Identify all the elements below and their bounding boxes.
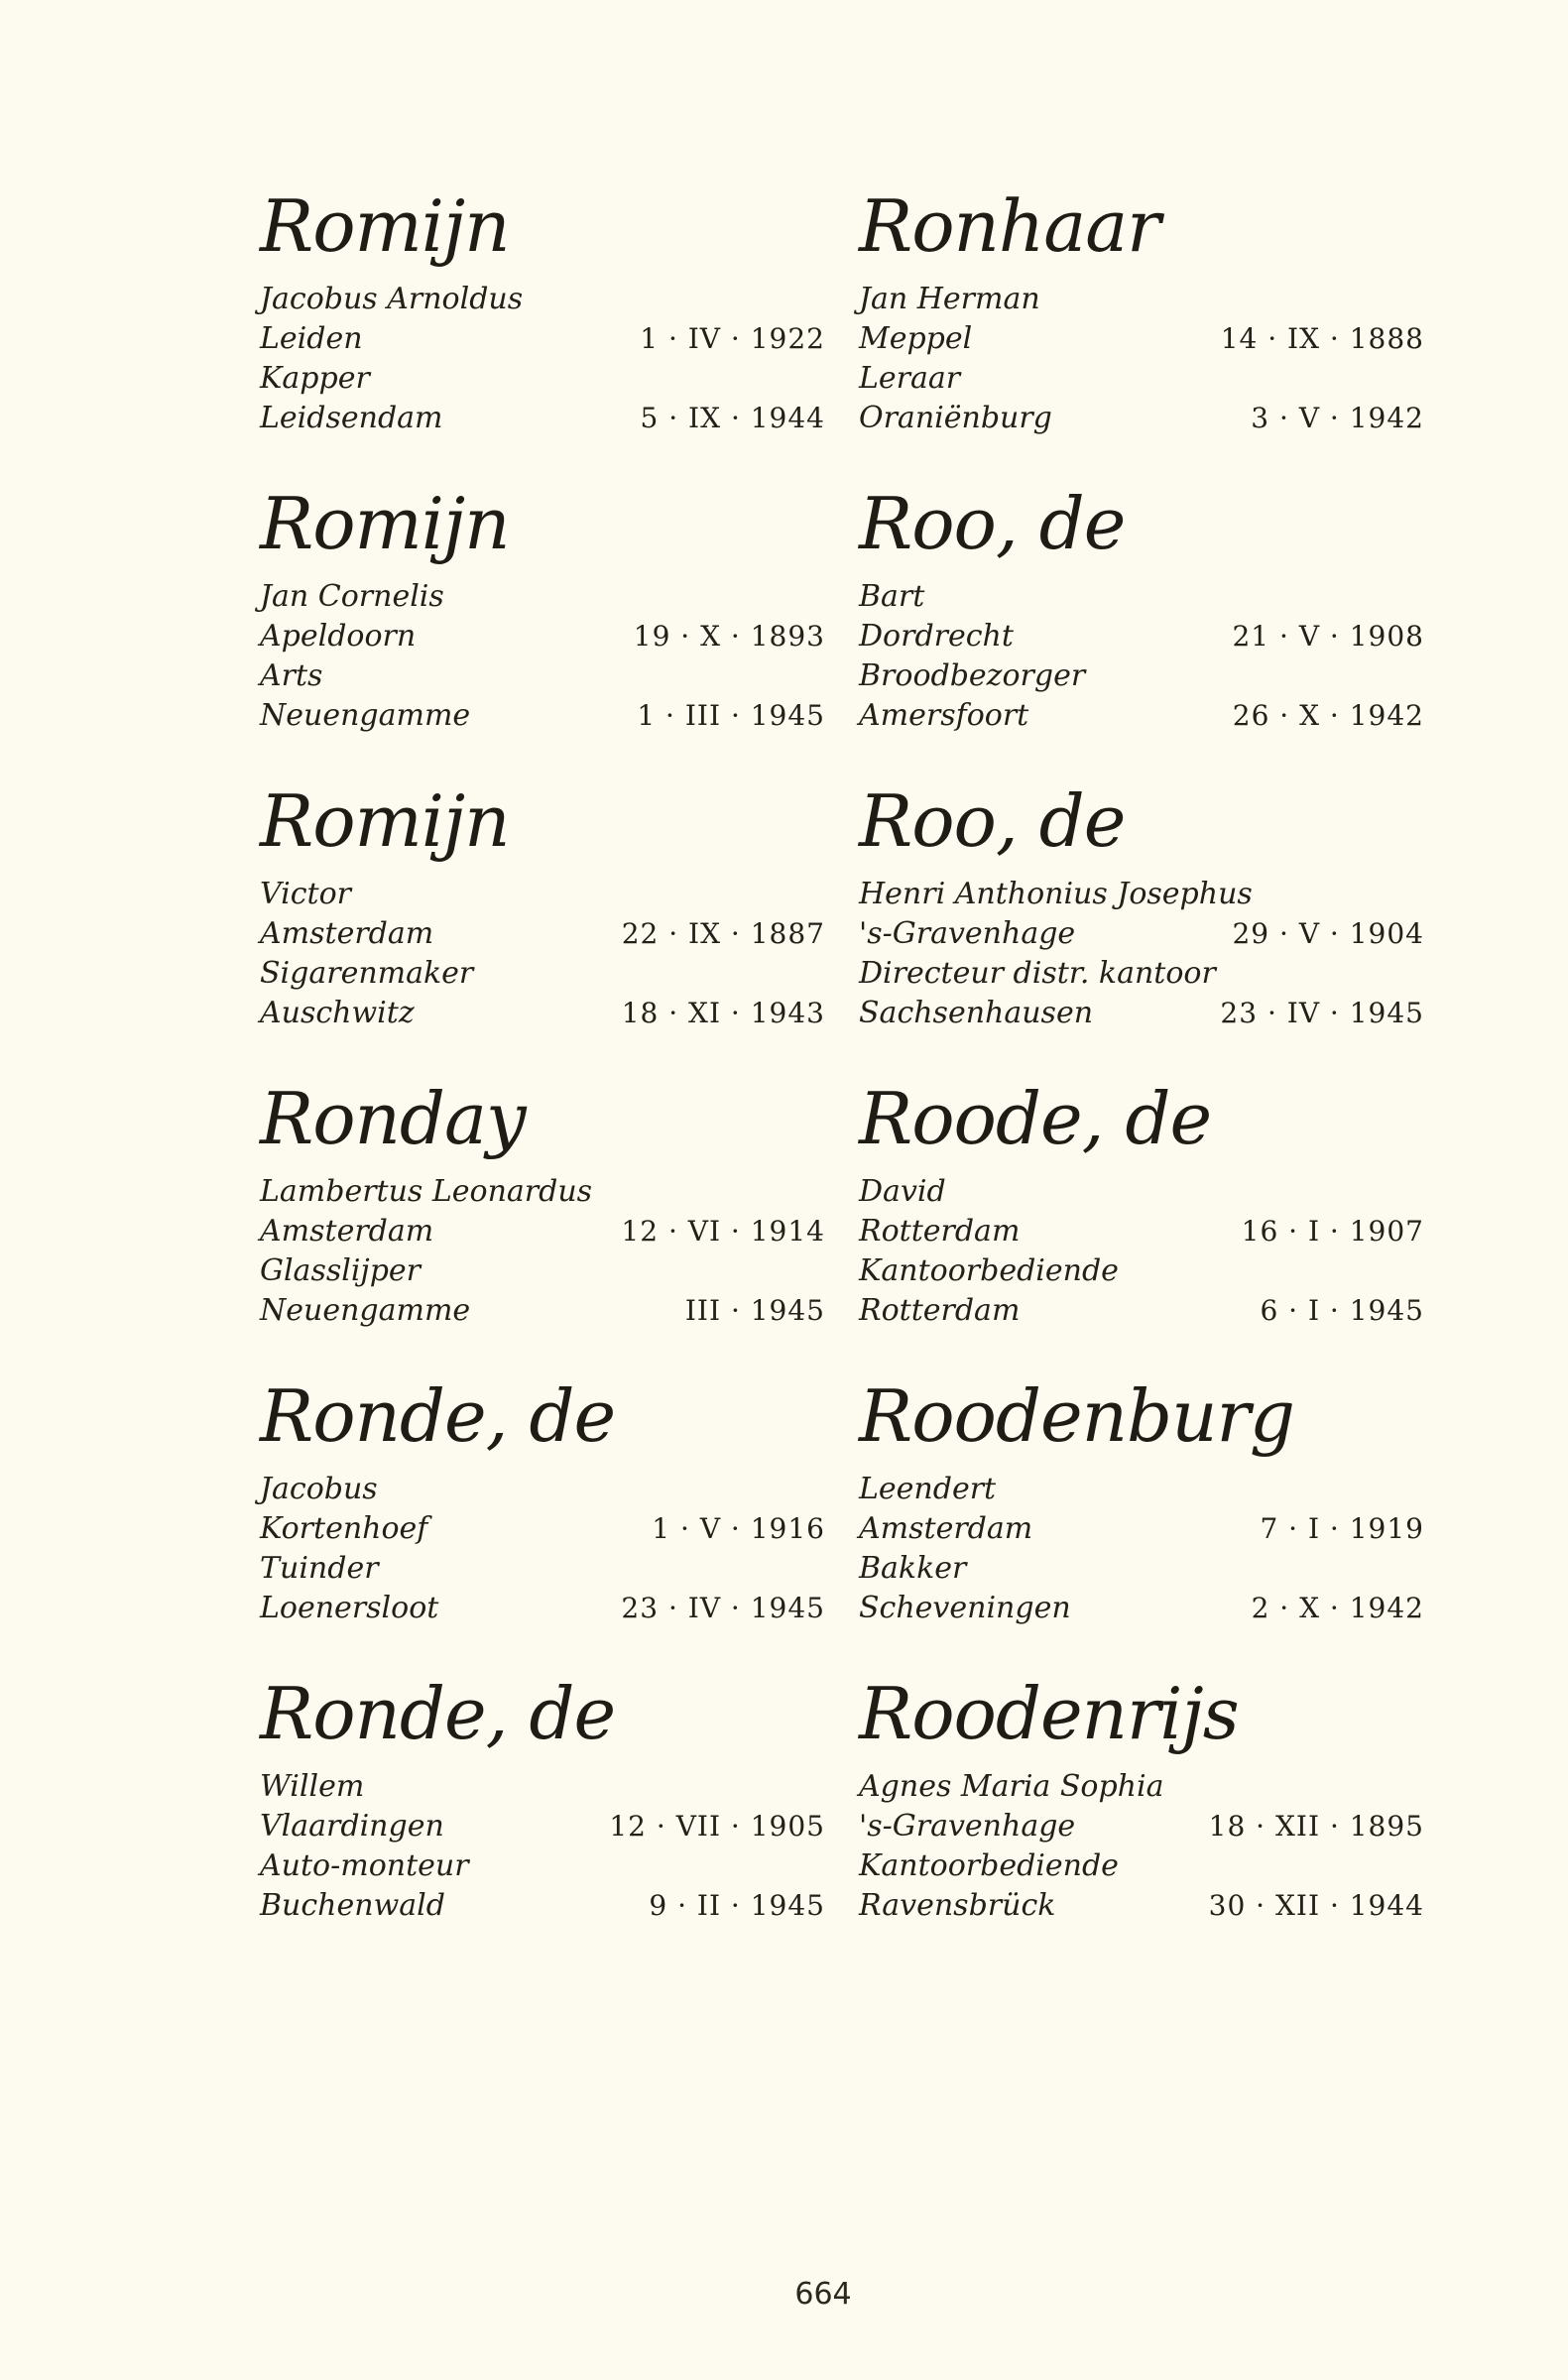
birth-row	[260, 1212, 825, 1251]
death-place: Neuengamme	[260, 1293, 471, 1328]
memorial-entry	[859, 482, 1424, 779]
birth-place: 's-Gravenhage	[859, 1809, 1076, 1844]
surname: Ronde, de	[260, 1672, 616, 1755]
death-place: Auschwitz	[260, 996, 415, 1030]
birth-row	[859, 1212, 1424, 1251]
death-place: Oraniënburg	[859, 401, 1052, 435]
surname: Romijn	[260, 482, 510, 565]
birth-row	[859, 1509, 1424, 1549]
birth-place: Rotterdam	[859, 1214, 1021, 1249]
surname: Ronhaar	[859, 184, 1160, 268]
death-place: Ravensbrück	[859, 1888, 1056, 1923]
death-date: 2 · X · 1942	[1251, 1592, 1424, 1624]
birth-date: 1 · V · 1916	[652, 1512, 825, 1545]
birth-date: 22 · IX · 1887	[621, 917, 825, 950]
birth-place: Vlaardingen	[260, 1809, 444, 1844]
occupation: Sigarenmaker	[260, 956, 474, 991]
death-date: 3 · V · 1942	[1251, 402, 1424, 434]
death-place: Sachsenhausen	[859, 996, 1094, 1030]
death-row	[260, 1589, 825, 1628]
occupation: Kapper	[260, 361, 370, 396]
memorial-entry	[859, 1672, 1424, 1969]
surname: Romijn	[260, 184, 510, 268]
death-date: 6 · I · 1945	[1260, 1294, 1424, 1327]
birth-date: 16 · I · 1907	[1241, 1215, 1424, 1248]
given-names: David	[859, 1174, 946, 1209]
given-names: Lambertus Leonardus	[260, 1174, 593, 1209]
memorial-entry	[260, 1374, 825, 1672]
death-date: 1 · III · 1945	[637, 699, 825, 732]
birth-row	[859, 617, 1424, 656]
birth-date: 29 · V · 1904	[1232, 917, 1424, 950]
birth-place: 's-Gravenhage	[859, 916, 1076, 951]
birth-place: Dordrecht	[859, 619, 1014, 654]
death-row	[260, 399, 825, 438]
occupation: Broodbezorger	[859, 658, 1086, 693]
occupation: Arts	[260, 658, 323, 693]
death-place: Buchenwald	[260, 1888, 445, 1923]
death-date: 18 · XI · 1943	[621, 997, 825, 1029]
given-names: Agnes Maria Sophia	[859, 1769, 1164, 1804]
memorial-entry	[260, 779, 825, 1077]
death-date: 26 · X · 1942	[1232, 699, 1424, 732]
given-names: Victor	[260, 877, 351, 911]
occupation: Kantoorbediende	[859, 1253, 1119, 1288]
death-row	[859, 1589, 1424, 1628]
birth-row	[260, 617, 825, 656]
memorial-entry	[260, 1077, 825, 1374]
surname: Ronde, de	[260, 1374, 616, 1458]
death-date: 23 · IV · 1945	[1220, 997, 1424, 1029]
birth-row	[859, 914, 1424, 954]
surname: Roo, de	[859, 482, 1126, 565]
occupation: Tuinder	[260, 1551, 379, 1586]
given-names: Henri Anthonius Josephus	[859, 877, 1253, 911]
death-date: 9 · II · 1945	[649, 1889, 825, 1922]
death-date: 30 · XII · 1944	[1208, 1889, 1424, 1922]
birth-place: Amsterdam	[859, 1511, 1033, 1546]
occupation: Kantoorbediende	[859, 1848, 1119, 1883]
birth-date: 19 · X · 1893	[633, 620, 825, 653]
birth-date: 1 · IV · 1922	[640, 322, 825, 355]
death-place: Amersfoort	[859, 698, 1029, 733]
birth-date: 21 · V · 1908	[1232, 620, 1424, 653]
death-row	[260, 1291, 825, 1331]
right-column	[859, 184, 1424, 1969]
given-names: Jan Cornelis	[260, 579, 444, 614]
surname: Roodenrijs	[859, 1672, 1239, 1755]
occupation: Auto-monteur	[260, 1848, 469, 1883]
surname: Roo, de	[859, 779, 1126, 863]
death-row	[859, 399, 1424, 438]
memorial-entry	[859, 1374, 1424, 1672]
occupation: Glasslijper	[260, 1253, 422, 1288]
birth-row	[260, 319, 825, 359]
birth-place: Apeldoorn	[260, 619, 417, 654]
birth-date: 12 · VII · 1905	[609, 1810, 825, 1843]
death-place: Rotterdam	[859, 1293, 1021, 1328]
birth-place: Kortenhoef	[260, 1511, 428, 1546]
birth-row	[260, 1509, 825, 1549]
birth-date: 18 · XII · 1895	[1208, 1810, 1424, 1843]
memorial-entry	[859, 1077, 1424, 1374]
death-place: Loenersloot	[260, 1591, 439, 1625]
birth-row	[859, 319, 1424, 359]
surname: Roode, de	[859, 1077, 1212, 1160]
death-date: 23 · IV · 1945	[621, 1592, 825, 1624]
occupation: Directeur distr. kantoor	[859, 956, 1216, 991]
birth-row	[260, 914, 825, 954]
birth-date: 7 · I · 1919	[1260, 1512, 1424, 1545]
memorial-entry	[859, 184, 1424, 482]
birth-place: Amsterdam	[260, 1214, 434, 1249]
death-place: Leidsendam	[260, 401, 443, 435]
birth-date: 12 · VI · 1914	[621, 1215, 825, 1248]
occupation: Bakker	[859, 1551, 967, 1586]
death-row	[859, 696, 1424, 736]
given-names: Jacobus Arnoldus	[260, 282, 524, 316]
death-place: Neuengamme	[260, 698, 471, 733]
birth-place: Amsterdam	[260, 916, 434, 951]
birth-row	[859, 1807, 1424, 1846]
birth-date: 14 · IX · 1888	[1220, 322, 1424, 355]
death-row	[260, 1886, 825, 1926]
memorial-entry	[260, 1672, 825, 1969]
page-number: 664	[794, 2277, 852, 2312]
given-names: Bart	[859, 579, 925, 614]
given-names: Willem	[260, 1769, 365, 1804]
death-row	[260, 696, 825, 736]
memorial-entry	[260, 482, 825, 779]
death-place: Scheveningen	[859, 1591, 1071, 1625]
surname: Romijn	[260, 779, 510, 863]
given-names: Jan Herman	[859, 282, 1040, 316]
surname: Roodenburg	[859, 1374, 1294, 1458]
death-row	[859, 1291, 1424, 1331]
left-column	[260, 184, 825, 1969]
memorial-entry	[260, 184, 825, 482]
given-names: Jacobus	[260, 1472, 378, 1506]
birth-row	[260, 1807, 825, 1846]
given-names: Leendert	[859, 1472, 997, 1506]
death-date: 5 · IX · 1944	[640, 402, 825, 434]
surname: Ronday	[260, 1077, 526, 1160]
death-row	[859, 994, 1424, 1033]
occupation: Leraar	[859, 361, 961, 396]
birth-place: Leiden	[260, 321, 363, 356]
memorial-entry	[859, 779, 1424, 1077]
death-date: III · 1945	[684, 1294, 825, 1327]
birth-place: Meppel	[859, 321, 973, 356]
death-row	[260, 994, 825, 1033]
death-row	[859, 1886, 1424, 1926]
